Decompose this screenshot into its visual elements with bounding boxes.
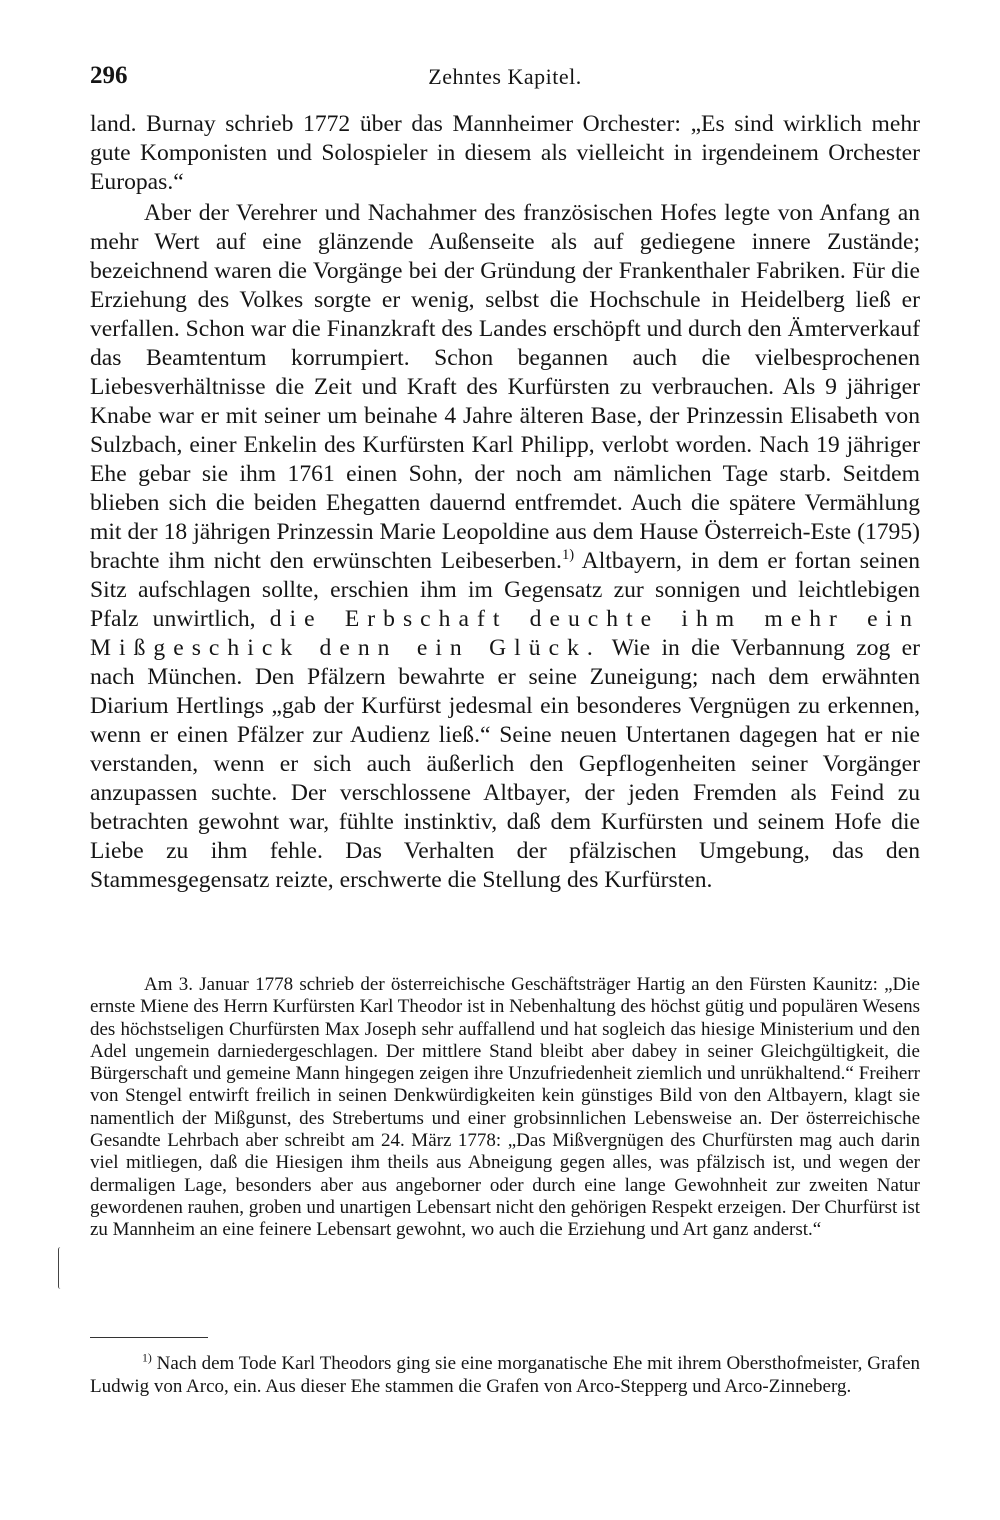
emphasized-spaced-text: die Erbschaft deuchte ihm mehr ein Mißgeschick denn ein Glück.: [90, 606, 921, 661]
page-number: 296: [90, 62, 128, 89]
footnote-text: [90, 1352, 920, 1399]
footnote-divider: [90, 1337, 208, 1338]
running-head: Zehntes Kapitel.: [428, 64, 582, 89]
paragraph-2-part-a: Aber der Verehrer und Nachahmer des französischen Hofes legte von Anfang an mehr Wert auf eine glänzende Außenseite als auf gediegene innere Zustände; bezeichnend waren die Vorgänge bei der Gründung der Frankenthaler Fabriken. Für die Erziehung des Volkes sorgte er wenig, selbst die Hochschule in Heidelberg ließ er verfallen. Schon war die Finanzkraft des Landes erschöpft und durch den Ämterverkauf das Beamtentum korrumpiert. Schon begannen auch die vielbesprochenen Liebesverhältnisse die Zeit und Kraft des Kurfürsten zu verbrauchen. Als 9 jähriger Knabe war er mit seiner um beinahe 4 Jahre älteren Base, der Prinzessin Elisabeth von Sulzbach, einer Enkelin des Kurfürsten Karl Philipp, verlobt worden. Nach 19 jähriger Ehe gebar sie ihm 1761 einen Sohn, der noch am nämlichen Tage starb. Seitdem blieben sich die beiden Ehegatten dauernd entfremdet. Auch die spätere Vermählung mit der 18 jährigen Prinzessin Marie Leopoldine aus dem Hause Österreich-Este (1795) brachte ihm nicht den erwünschten Leibeserben.: [90, 200, 920, 574]
main-text: [90, 110, 920, 895]
quotation-text: Am 3. Januar 1778 schrieb der österreichische Geschäftsträger Hartig an den Fürsten Kaunitz: „Die ernste Miene des Herrn Kurfürsten Karl Theodor ist in Nebenhaltung des höchst gütig und populären Wesens des höchstseligen Churfürsten Max Joseph sehr auffallend und hat sogleich das hiesige Ministerium und den Adel ungemein darniedergeschlagen. Der mittlere Stand bleibt aber dabey in seiner Gleichgültigkeit, die Bürgerschaft und gemeine Mann hingegen zeigen ihre Unzufriedenheit ziemlich und unrükhaltend.“ Freiherr von Stengel entwirft freilich in seinen Denkwürdigkeiten kein günstiges Bild von den Altbayern, klagt sie namentlich der Mißgunst, des Strebertums und einer grobsinnlichen Lebensweise an. Der österreichische Gesandte Lehrbach aber schreibt am 24. März 1778: „Das Mißvergnügen des Churfürsten mag auch darin viel mitliegen, daß die Hiesigen ihm theils aus Abneigung gegen alles, was pfälzisch ist, und wegen der dermaligen Lage, besonders aber aus angeborner oder durch eine lange Gewohnheit zur zweiten Natur gewordenen rauhen, groben und unartigen Lebensart nicht den gehörigen Respekt erzeigen. Der Churfürst ist zu Mannheim an eine feinere Lebensart gewohnt, wo auch die Erziehung und Art ganz anderst.“: [90, 974, 920, 1241]
paragraph-2-part-c: Wie in die Verbannung zog er nach München. Den Pfälzern bewahrte er seine Zuneigung; nach dem erwähnten Diarium Hertlings „gab der Kurfürst jedesmal ein besonderes Vergnügen zu erkennen, wenn er einen Pfälzer zur Audienz ließ.“ Seine neuen Untertanen dagegen hat er nie verstanden, wenn er sich auch äußerlich den Gepflogenheiten seiner Vorgänger anzupassen suchte. Der verschlossene Altbayer, der jeden Fremden als Feind zu betrachten gewohnt war, fühlte instinktiv, daß dem Kurfürsten und seinem Hofe die Liebe zu ihm fehle. Das Verhalten der pfälzischen Umgebung, das den Stammesgegensatz reizte, erschwerte die Stellung des Kurfürsten.: [90, 635, 921, 893]
footnote-marker: 1): [142, 1351, 152, 1365]
footnote-body: Nach dem Tode Karl Theodors ging sie eine morganatische Ehe mit ihrem Obersthofmeister, Grafen Ludwig von Arco, ein. Aus dieser Ehe stammen die Grafen von Arco-Stepperg und Arco-Zinneberg.: [90, 1353, 920, 1398]
paragraph-2: [90, 199, 920, 895]
quotation-block: [90, 974, 920, 1242]
footnote-reference: 1): [561, 547, 575, 564]
margin-bracket-mark: [58, 1247, 63, 1289]
page-header: [90, 62, 920, 92]
paragraph-1: land. Burnay schrieb 1772 über das Mannheimer Orchester: „Es sind wirklich mehr gute Komponisten und Solospieler in diesem als vielleicht in irgendeinem Orchester Europas.“: [90, 111, 920, 195]
paragraph-2-part-b: Altbayern, in dem er fortan seinen Sitz aufschlagen sollte, erschien ihm im Gegensatz zur sonnigen und leichtlebigen Pfalz unwirtlich,: [90, 548, 920, 632]
footnote: [90, 1352, 920, 1399]
